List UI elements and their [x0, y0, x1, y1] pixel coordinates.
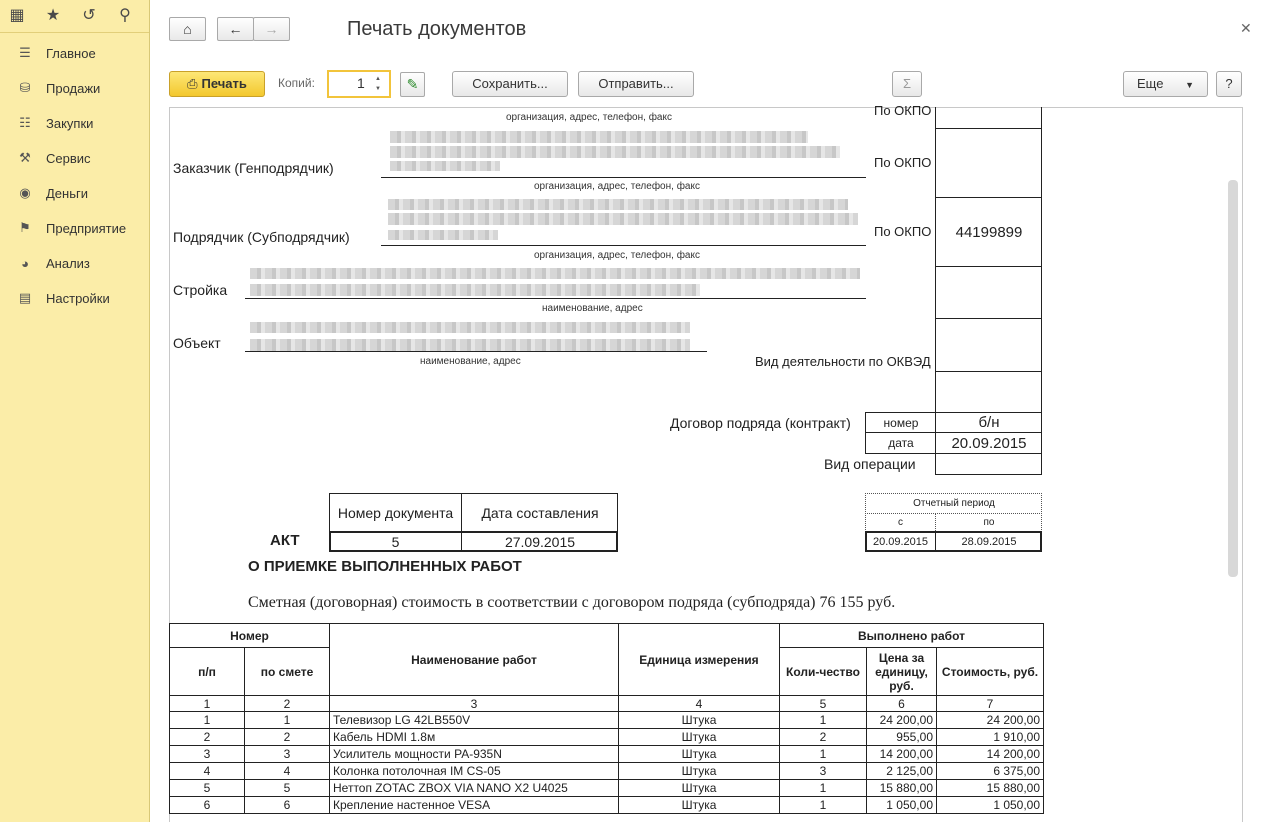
- cell-pp: 5: [170, 780, 245, 797]
- cell-pp: 1: [170, 712, 245, 729]
- cell-cost: 15 880,00: [937, 780, 1044, 797]
- sidebar-item-purchases[interactable]: [16, 113, 93, 133]
- period-from-label: с: [898, 517, 903, 528]
- redacted-text: [388, 230, 498, 240]
- doc-number-header: Номер документа: [337, 504, 454, 521]
- redacted-text: [388, 199, 848, 210]
- arrow-right-icon: →: [264, 21, 279, 37]
- sum-button[interactable]: [892, 71, 922, 97]
- column-number: 1: [170, 696, 245, 712]
- contract-date-label: дата: [888, 436, 914, 450]
- cell-unit: Штука: [619, 780, 780, 797]
- cell-price: 1 050,00: [867, 797, 937, 814]
- table-row: [170, 729, 1044, 746]
- table-header-number: Номер: [170, 624, 330, 648]
- cell-qty: 1: [780, 797, 867, 814]
- sidebar-item-service[interactable]: [16, 148, 91, 168]
- divider: [935, 318, 1042, 319]
- period-header: Отчетный период: [913, 498, 995, 509]
- cell-name: Телевизор LG 42LB550V: [330, 712, 619, 729]
- cell-unit: Штука: [619, 797, 780, 814]
- column-number: 5: [780, 696, 867, 712]
- print-button[interactable]: [169, 71, 265, 97]
- contract-number-value: б/н: [978, 414, 1000, 431]
- sidebar-item-sales[interactable]: [16, 78, 100, 98]
- sidebar-item-label: Главное: [46, 45, 96, 61]
- copies-input[interactable]: [327, 70, 391, 98]
- cell-unit: Штука: [619, 746, 780, 763]
- operation-type-label: Вид операции: [824, 456, 916, 472]
- sidebar-item-label: Продажи: [46, 80, 101, 96]
- period-from-value: 20.09.2015: [872, 535, 929, 548]
- sidebar-item-enterprise[interactable]: [16, 218, 126, 238]
- cell-qty: 1: [780, 746, 867, 763]
- flag-icon: ⚑: [19, 220, 31, 235]
- cell-unit: Штука: [619, 712, 780, 729]
- cell-est: 2: [245, 729, 330, 746]
- table-header-unit: Единица измерения: [619, 624, 780, 696]
- object-caption: наименование, адрес: [420, 356, 521, 367]
- cell-price: 15 880,00: [867, 780, 937, 797]
- cell-unit: Штука: [619, 763, 780, 780]
- okpo-label: По ОКПО: [874, 103, 932, 118]
- cell-unit: Штука: [619, 729, 780, 746]
- sidebar-top-icons: [0, 0, 149, 33]
- sidebar: [0, 0, 150, 822]
- period-to-label: по: [983, 517, 995, 528]
- home-icon: ⌂: [183, 21, 192, 37]
- printer-icon: ⎙: [187, 76, 198, 91]
- cell-pp: 3: [170, 746, 245, 763]
- works-table: [169, 623, 1044, 814]
- sigma-icon: Σ: [902, 76, 912, 91]
- divider: [935, 371, 1042, 372]
- okpo-label: По ОКПО: [874, 155, 932, 170]
- redacted-text: [250, 322, 690, 333]
- table-row: [170, 780, 1044, 797]
- doc-date-value: 27.09.2015: [504, 533, 576, 550]
- contract-number-label: номер: [883, 415, 919, 430]
- contractor-label: Подрядчик (Субподрядчик): [173, 229, 350, 245]
- okpo-label: По ОКПО: [874, 224, 932, 239]
- send-button[interactable]: Отправить...: [578, 71, 694, 97]
- redacted-text: [390, 131, 808, 143]
- cart-icon: ☷: [19, 115, 31, 130]
- sidebar-item-money[interactable]: [16, 183, 88, 203]
- copies-label: Копий:: [278, 76, 315, 90]
- sidebar-item-label: Деньги: [46, 185, 88, 201]
- cell-qty: 1: [780, 712, 867, 729]
- sidebar-item-main[interactable]: [16, 43, 96, 63]
- underline: [245, 351, 707, 352]
- column-number: 3: [330, 696, 619, 712]
- site-label: Стройка: [173, 282, 228, 298]
- table-row: [170, 797, 1044, 814]
- customer-label: Заказчик (Генподрядчик): [173, 160, 334, 176]
- cell-price: 14 200,00: [867, 746, 937, 763]
- cell-est: 4: [245, 763, 330, 780]
- cell-price: 24 200,00: [867, 712, 937, 729]
- print-button-label: Печать: [201, 76, 247, 91]
- cell-name: Колонка потолочная IM CS-05: [330, 763, 619, 780]
- cell-price: 2 125,00: [867, 763, 937, 780]
- chevron-down-icon: ▼: [1185, 80, 1194, 90]
- search-icon[interactable]: ⚲: [119, 7, 131, 24]
- column-number: 4: [619, 696, 780, 712]
- tools-icon: ⚒: [19, 150, 31, 165]
- back-button[interactable]: [217, 17, 254, 41]
- sidebar-item-label: Предприятие: [46, 220, 127, 236]
- apps-grid-icon[interactable]: ▦: [9, 7, 25, 24]
- pie-chart-icon: ◕: [21, 255, 29, 271]
- site-caption: наименование, адрес: [542, 303, 643, 314]
- table-header-price: Цена за единицу, руб.: [867, 648, 937, 696]
- doc-date-header: Дата составления: [481, 504, 599, 521]
- doc-number-value: 5: [391, 533, 400, 550]
- column-number: 7: [937, 696, 1044, 712]
- table-header-pp: п/п: [170, 648, 245, 696]
- cell-cost: 1 910,00: [937, 729, 1044, 746]
- edit-table-icon: ✎: [406, 76, 419, 92]
- table-row: [170, 763, 1044, 780]
- org-caption: организация, адрес, телефон, факс: [506, 112, 672, 123]
- table-header-done: Выполнено работ: [780, 624, 1044, 648]
- cell-pp: 4: [170, 763, 245, 780]
- basket-icon: ⛁: [19, 80, 31, 95]
- cell-name: Неттоп ZOTAC ZBOX VIA NANO X2 U4025: [330, 780, 619, 797]
- home-button[interactable]: [169, 17, 206, 41]
- close-icon[interactable]: ✕: [1240, 20, 1252, 36]
- cell-est: 5: [245, 780, 330, 797]
- redacted-text: [250, 339, 690, 351]
- column-number: 2: [245, 696, 330, 712]
- table-header-cost: Стоимость, руб.: [937, 648, 1044, 696]
- cell-qty: 3: [780, 763, 867, 780]
- copies-value: 1: [357, 75, 365, 91]
- table-header-by-estimate: по смете: [245, 648, 330, 696]
- sidebar-item-label: Сервис: [46, 150, 91, 166]
- page-title: Печать документов: [347, 18, 527, 40]
- estimate-text: Сметная (договорная) стоимость в соответствии с договором подряда (субподряда) 76 155 руб.: [248, 594, 896, 611]
- cell-cost: 6 375,00: [937, 763, 1044, 780]
- redacted-text: [388, 213, 858, 225]
- sidebar-item-settings[interactable]: [16, 288, 110, 308]
- cell-name: Усилитель мощности PA-935N: [330, 746, 619, 763]
- cell-name: Кабель HDMI 1.8м: [330, 729, 619, 746]
- sidebar-item-analysis[interactable]: [16, 253, 90, 273]
- table-row: [170, 746, 1044, 763]
- table-column-numbers-row: [170, 696, 1044, 712]
- cell-cost: 24 200,00: [937, 712, 1044, 729]
- cell-pp: 6: [170, 797, 245, 814]
- cell-est: 1: [245, 712, 330, 729]
- cell-cost: 1 050,00: [937, 797, 1044, 814]
- table-row: [170, 712, 1044, 729]
- sidebar-item-label: Настройки: [46, 290, 110, 306]
- cell-price: 955,00: [867, 729, 937, 746]
- redacted-text: [390, 146, 840, 158]
- act-subtitle: О ПРИЕМКЕ ВЫПОЛНЕННЫХ РАБОТ: [248, 558, 522, 575]
- sidebar-item-label: Анализ: [46, 255, 90, 271]
- more-button[interactable]: [1123, 71, 1208, 97]
- contractor-okpo-value: 44199899: [955, 223, 1023, 241]
- cell-qty: 1: [780, 780, 867, 797]
- sidebar-item-label: Закупки: [46, 115, 94, 131]
- contract-date-value: 20.09.2015: [951, 434, 1027, 452]
- cell-cost: 14 200,00: [937, 746, 1044, 763]
- divider: [935, 128, 1042, 129]
- underline: [381, 245, 866, 246]
- save-button[interactable]: Сохранить...: [452, 71, 568, 97]
- forward-button[interactable]: [253, 17, 290, 41]
- edit-document-button[interactable]: [400, 72, 425, 97]
- cell-pp: 2: [170, 729, 245, 746]
- underline: [245, 298, 866, 299]
- object-label: Объект: [173, 335, 221, 351]
- act-title: АКТ: [270, 532, 300, 549]
- org-caption: организация, адрес, телефон, факс: [534, 181, 700, 192]
- divider: [935, 266, 1042, 267]
- star-icon[interactable]: ★: [45, 7, 61, 24]
- cell-qty: 2: [780, 729, 867, 746]
- cell-name: Крепление настенное VESA: [330, 797, 619, 814]
- table-header-qty: Коли-чество: [780, 648, 867, 696]
- underline: [381, 177, 866, 178]
- column-number: 6: [867, 696, 937, 712]
- redacted-text: [250, 268, 860, 279]
- scrollbar[interactable]: [1228, 180, 1238, 577]
- settings-list-icon: ▤: [18, 290, 32, 305]
- contract-label: Договор подряда (контракт): [670, 415, 851, 431]
- redacted-text: [250, 284, 700, 296]
- ruble-coin-icon: ◉: [19, 185, 31, 200]
- table-header-work-name: Наименование работ: [330, 624, 619, 696]
- copies-stepper[interactable]: ▲ ▼: [375, 76, 381, 92]
- cell-est: 3: [245, 746, 330, 763]
- arrow-left-icon: ←: [228, 21, 243, 37]
- more-button-label: Еще: [1137, 76, 1164, 91]
- org-caption: организация, адрес, телефон, факс: [534, 250, 700, 261]
- history-icon[interactable]: ↺: [82, 7, 96, 24]
- okved-label: Вид деятельности по ОКВЭД: [755, 354, 931, 369]
- redacted-text: [390, 161, 500, 171]
- menu-lines-icon: ☰: [19, 45, 31, 60]
- period-to-value: 28.09.2015: [961, 535, 1017, 548]
- cell-est: 6: [245, 797, 330, 814]
- help-button[interactable]: ?: [1216, 71, 1242, 97]
